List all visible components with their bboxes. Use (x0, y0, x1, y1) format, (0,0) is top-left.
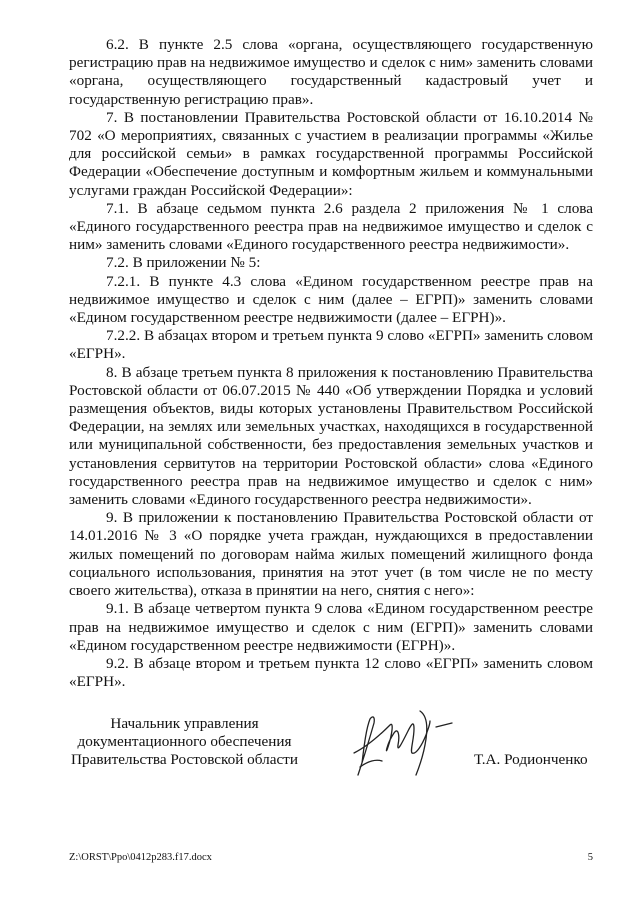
paragraph-7-2: 7.2. В приложении № 5: (106, 254, 261, 272)
paragraph-7-1: 7.1. В абзаце седьмом пункта 2.6 раздела 2 приложения № 1 слова «Единого государственного реестра прав на недвижимое имущество и сделок с ним» заменить словами «Единого государственного реестра недвижимости». (69, 199, 593, 254)
signer-title-line-2: документационного обеспечения (77, 733, 292, 751)
signature-block (0, 715, 640, 795)
paragraph-7: 7. В постановлении Правительства Ростовской области от 16.10.2014 № 702 «О мероприятиях, связанных с участием в реализации программы «Жилье для российской семьи» в рамках государственной программы Российской Федерации «Обеспечение доступным и комфортным жильем и коммунальными услугами граждан Российской Федерации»: (69, 108, 593, 199)
paragraph-9-1: 9.1. В абзаце четвертом пункта 9 слова «Едином государственном реестре прав на недвижимое имущество и сделок с ним (ЕГРП)» заменить словами «Едином государственном реестре недвижимости (ЕГРН)». (69, 600, 593, 654)
handwritten-signature-icon (340, 705, 460, 787)
paragraph-6-2: 6.2. В пункте 2.5 слова «органа, осуществляющего государственную регистрацию прав на недвижимое имущество и сделок с ним» заменить словами «органа, осуществляющего государственный кадастровый учет и государственную регистрацию прав». (69, 36, 593, 108)
signer-title-line-3: Правительства Ростовской области (71, 751, 298, 769)
paragraph-7-2-1: 7.2.1. В пункте 4.3 слова «Едином государственном реестре прав на недвижимое имущество и сделок с ним (далее – ЕГРП)» заменить словами «Едином государственном реестре недвижимости (далее – ЕГРН)». (69, 272, 593, 327)
paragraph-9-2: 9.2. В абзаце втором и третьем пункта 12 слово «ЕГРП» заменить словом «ЕГРН». (69, 654, 593, 691)
document-body (69, 36, 593, 691)
signer-title-line-1: Начальник управления (110, 715, 259, 732)
signer-name: Т.А. Родионченко (474, 751, 588, 768)
page-number: 5 (587, 852, 593, 863)
file-path: Z:\ORST\Ppo\0412p283.f17.docx (69, 852, 212, 863)
paragraph-7-2-2: 7.2.2. В абзацах втором и третьем пункта 9 слово «ЕГРП» заменить словом «ЕГРН». (69, 327, 593, 363)
paragraph-9: 9. В приложении к постановлению Правительства Ростовской области от 14.01.2016 № 3 «О порядке учета граждан, нуждающихся в предоставлении жилых помещений по договорам найма жилых помещений жилищного фонда социального использования, принятия на этот учет (в том числе не по месту своего жительства), отказа в принятии на него, снятия с него»: (69, 509, 593, 600)
signer-title (62, 715, 307, 770)
paragraph-8: 8. В абзаце третьем пункта 8 приложения к постановлению Правительства Ростовской области от 06.07.2015 № 440 «Об утверждении Порядка и условий размещения объектов, виды которых установлены Правительством Российской Федерации, на землях или земельных участках, находящихся в государственной или муниципальной собственности, без предоставления земельных участков и установления сервитутов на территории Ростовской области» слова «Единого государственного реестра прав на недвижимое имущество и сделок с ним» заменить словами «Единого государственного реестра недвижимости». (69, 363, 593, 509)
